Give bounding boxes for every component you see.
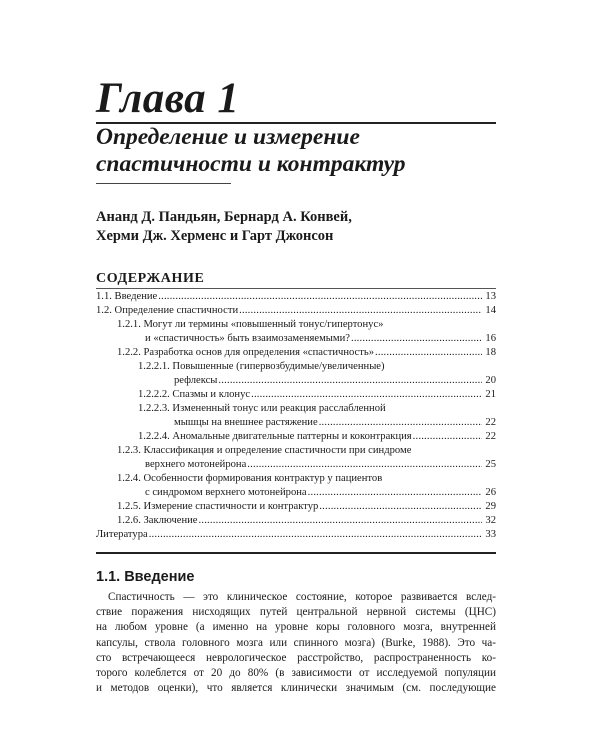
toc-page-number: 25 xyxy=(485,459,496,470)
toc-entry[interactable] xyxy=(96,444,496,472)
toc-page-number: 32 xyxy=(485,515,496,526)
toc-leader-dots xyxy=(308,486,482,500)
toc-entry[interactable] xyxy=(96,500,496,514)
paragraph-line: сто встречающееся неврологическое расстройство, распространенность ко- xyxy=(96,651,496,664)
toc-entry-title: верхнего мотонейрона xyxy=(145,459,247,470)
toc-leader-dots xyxy=(351,332,482,346)
toc-entry-title: 1.2.2.3. Измененный тонус или реакция расслабленной xyxy=(138,403,386,414)
paragraph-line: Спастичность — это клиническое состояние, которое развивается вслед- xyxy=(108,591,496,603)
toc-entry[interactable] xyxy=(96,528,496,542)
toc-leader-dots xyxy=(251,388,482,402)
toc-entry[interactable] xyxy=(96,346,496,360)
toc-leader-dots xyxy=(158,290,482,304)
toc-leader-dots xyxy=(199,514,482,528)
title-underline xyxy=(96,183,231,184)
toc-entry[interactable] xyxy=(96,304,496,318)
contents-rule xyxy=(96,288,496,289)
section-heading: 1.1. Введение xyxy=(96,569,195,585)
toc-page-number: 20 xyxy=(485,375,496,386)
toc-page-number: 29 xyxy=(485,501,496,512)
toc-entry-title: 1.2.2.2. Спазмы и клонус xyxy=(138,389,251,400)
toc-leader-dots xyxy=(239,304,482,318)
paragraph-line: торого колеблется от 20 до 80% (в зависимости от исследуемой популяции xyxy=(96,667,496,680)
section-rule xyxy=(96,552,496,554)
toc-leader-dots xyxy=(149,528,482,542)
toc-page-number: 33 xyxy=(485,529,496,540)
authors-line: Ананд Д. Пандьян, Бернард А. Конвей, xyxy=(96,209,352,225)
toc-entry-title: 1.2.5. Измерение спастичности и контрактур xyxy=(117,501,319,512)
toc-leader-dots xyxy=(319,500,482,514)
toc-page-number: 26 xyxy=(485,487,496,498)
toc-page-number: 14 xyxy=(485,305,496,316)
toc-entry-title: и «спастичность» быть взаимозаменяемыми? xyxy=(145,333,350,344)
table-of-contents xyxy=(96,290,496,542)
toc-entry[interactable] xyxy=(96,290,496,304)
toc-entry[interactable] xyxy=(96,514,496,528)
toc-entry-title: Литература xyxy=(96,529,148,540)
paragraph-line: ствие поражения нисходящих путей центральной нервной системы (ЦНС) xyxy=(96,606,496,619)
toc-entry-title: 1.2.6. Заключение xyxy=(117,515,198,526)
toc-entry-title: с синдромом верхнего мотонейрона xyxy=(145,487,307,498)
toc-leader-dots xyxy=(375,346,482,360)
toc-entry[interactable] xyxy=(96,360,496,388)
toc-entry[interactable] xyxy=(96,430,496,444)
toc-entry[interactable] xyxy=(96,472,496,500)
toc-page-number: 22 xyxy=(485,431,496,442)
chapter-title-line: Определение и измерение xyxy=(96,124,360,150)
authors xyxy=(96,208,516,246)
toc-entry[interactable] xyxy=(96,388,496,402)
toc-entry-title: 1.2.4. Особенности формирования контрактур у пациентов xyxy=(117,473,383,484)
toc-entry-title: 1.1. Введение xyxy=(96,291,158,302)
contents-heading: СОДЕРЖАНИЕ xyxy=(96,271,205,286)
toc-page-number: 16 xyxy=(485,333,496,344)
toc-entry[interactable] xyxy=(96,318,496,346)
toc-entry-title: мышцы на внешнее растяжение xyxy=(174,417,318,428)
authors-line: Херми Дж. Херменс и Гарт Джонсон xyxy=(96,228,334,244)
toc-leader-dots xyxy=(413,430,482,444)
toc-entry-title: 1.2.2. Разработка основ для определения «спастичность» xyxy=(117,347,375,358)
toc-entry[interactable] xyxy=(96,402,496,430)
toc-page-number: 21 xyxy=(485,389,496,400)
toc-leader-dots xyxy=(319,416,482,430)
toc-entry-title: 1.2.2.1. Повышенные (гипервозбудимые/увеличенные) xyxy=(138,361,385,372)
toc-entry-title: 1.2.1. Могут ли термины «повышенный тонус/гипертонус» xyxy=(117,319,384,330)
toc-entry-title: 1.2. Определение спастичности xyxy=(96,305,239,316)
toc-page-number: 22 xyxy=(485,417,496,428)
chapter-title-line: спастичности и контрактур xyxy=(96,151,406,177)
toc-leader-dots xyxy=(218,374,482,388)
body-text xyxy=(96,590,496,696)
toc-page-number: 18 xyxy=(485,347,496,358)
paragraph-line: на любом уровне (а именно на уровне коры головного мозга, внутренней xyxy=(96,621,496,634)
toc-page-number: 13 xyxy=(485,291,496,302)
toc-entry-title: 1.2.3. Классификация и определение спастичности при синдроме xyxy=(117,445,412,456)
toc-leader-dots xyxy=(247,458,482,472)
paragraph-line: и методов оценки), что является клинически значимым (см. последующие xyxy=(96,682,496,695)
paragraph-line: капсулы, ствола головного мозга или спинного мозга) (Burke, 1988). Это ча- xyxy=(96,636,496,649)
chapter-title xyxy=(96,124,506,178)
toc-entry-title: рефлексы xyxy=(174,375,218,386)
toc-entry-title: 1.2.2.4. Аномальные двигательные паттерны и коконтракция xyxy=(138,431,412,442)
chapter-label: Глава 1 xyxy=(96,75,240,122)
